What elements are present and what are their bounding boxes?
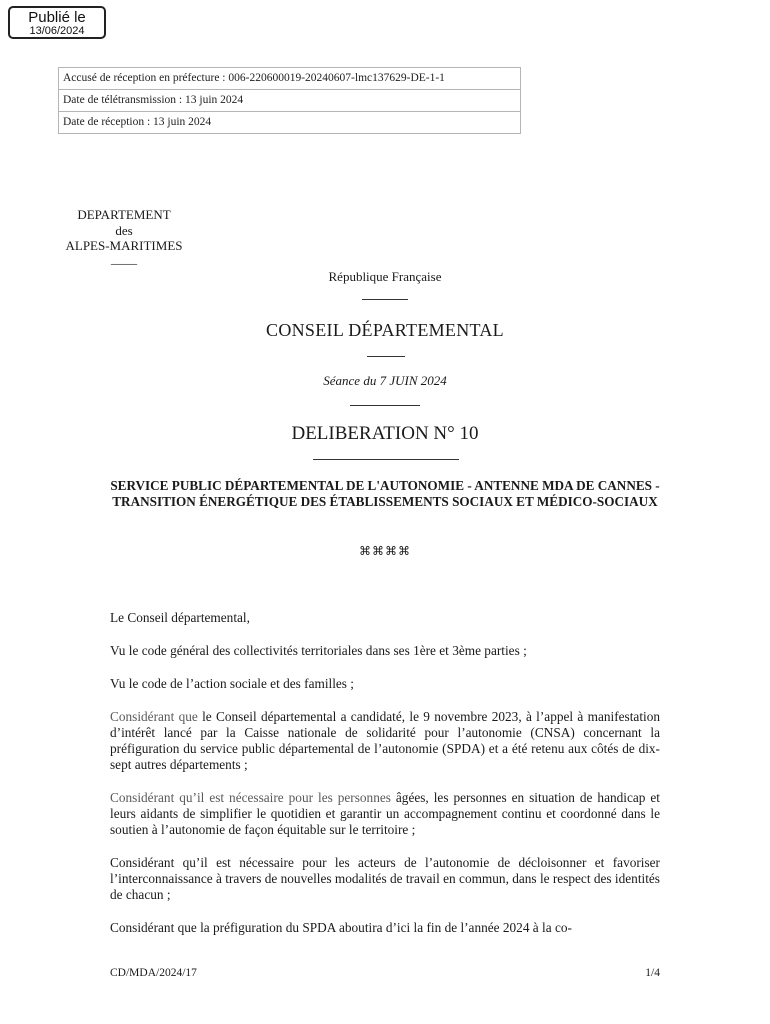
- session-date: Séance du 7 JUIN 2024: [323, 373, 447, 388]
- divider: [350, 405, 420, 406]
- department-line-3: ALPES-MARITIMES: [65, 238, 183, 253]
- intro-paragraph: Le Conseil départemental,: [110, 610, 250, 625]
- stamp-date: 13/06/2024: [29, 25, 85, 37]
- page-number: 1/4: [645, 967, 660, 979]
- department-line-1: DEPARTEMENT: [77, 207, 171, 222]
- department-header: [58, 207, 190, 266]
- publication-stamp: [8, 6, 106, 39]
- divider: [367, 356, 405, 357]
- deliberation-number: DELIBERATION N° 10: [291, 423, 479, 444]
- document-reference: CD/MDA/2024/17: [110, 967, 197, 979]
- republic-title: République Française: [328, 269, 442, 284]
- prefecture-receipt-number: Accusé de réception en préfecture : 006-220600019-20240607-lmc137629-DE-1-1: [59, 68, 520, 90]
- divider: [313, 459, 459, 460]
- considerant-paragraph: [110, 709, 660, 773]
- considerant-paragraph: Considérant que la préfiguration du SPDA aboutira d’ici la fin de l’année 2024 à la co-: [110, 920, 572, 935]
- considerant-lead: Considérant que: [110, 709, 198, 724]
- considerant-text: âgées, les personnes en situation de handicap et leurs aidants de simplifier le quotidien et garantir un accompagnement continu et coordonné dans le soutien à l’autonomie de façon équitable sur le territoire ;: [110, 790, 660, 837]
- divider: [362, 299, 408, 300]
- stamp-title: Publié le: [28, 9, 86, 26]
- transmission-date: Date de télétransmission : 13 juin 2024: [59, 90, 520, 112]
- department-line-4: ____: [111, 250, 137, 266]
- considerant-lead: Considérant qu’il est nécessaire pour les personnes: [110, 790, 391, 805]
- council-title: CONSEIL DÉPARTEMENTAL: [266, 320, 504, 340]
- considerant-paragraph: Considérant qu’il est nécessaire pour les acteurs de l’autonomie de décloisonner et favoriser l’interconnaissance à travers de nouvelles modalités de travail en commun, dans le respect des identités de chacun ;: [110, 855, 660, 902]
- considerant-text: le Conseil départemental a candidaté, le 9 novembre 2023, à l’appel à manifestation d’intérêt lancé par la Caisse nationale de solidarité pour l’autonomie (CNSA) concernant la préfiguration du service public départemental de l’autonomie (SPDA) et a été retenu aux côtés de dix-sept autres départements ;: [110, 709, 661, 772]
- prefecture-receipt-box: [58, 67, 521, 134]
- section-separator: ⌘⌘⌘⌘: [359, 544, 411, 558]
- deliberation-body: [110, 610, 660, 936]
- vu-paragraph: Vu le code de l’action sociale et des familles ;: [110, 676, 354, 691]
- deliberation-subject: SERVICE PUBLIC DÉPARTEMENTAL DE L'AUTONOMIE - ANTENNE MDA DE CANNES - TRANSITION ÉNERGÉTIQUE DES ÉTABLISSEMENTS SOCIAUX ET MÉDICO-SOCIAUX: [110, 478, 660, 509]
- reception-date: Date de réception : 13 juin 2024: [63, 116, 212, 128]
- department-line-2: des: [115, 222, 133, 238]
- considerant-paragraph: [110, 790, 660, 838]
- vu-paragraph: Vu le code général des collectivités territoriales dans ses 1ère et 3ème parties ;: [110, 643, 527, 658]
